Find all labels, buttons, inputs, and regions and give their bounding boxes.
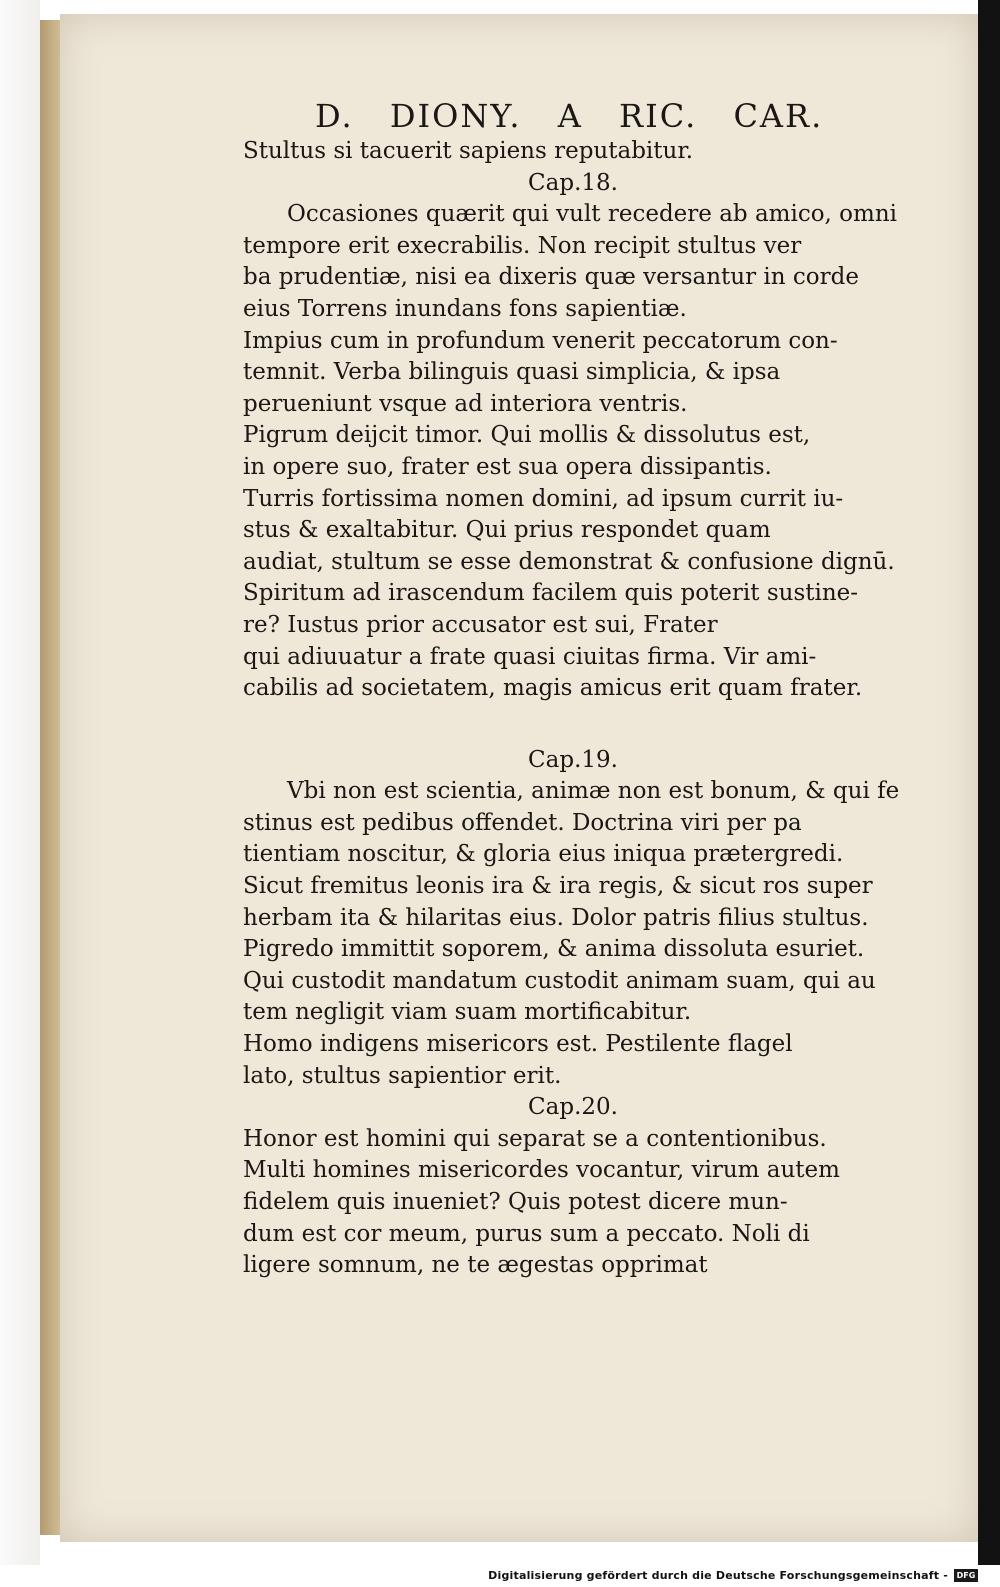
text-line: Turris fortissima nomen domini, ad ipsum currit iu- — [243, 485, 844, 512]
text-line: Multi homines misericordes vocantur, virum autem — [243, 1157, 840, 1184]
chapter-heading: Cap.19. — [528, 746, 618, 773]
text-line: cabilis ad societatem, magis amicus erit quam frater. — [243, 675, 863, 702]
text-line: stus & exaltabitur. Qui prius respondet quam — [243, 517, 771, 544]
text-line: Honor est homini qui separat se a contentionibus. — [243, 1125, 827, 1152]
text-line: herbam ita & hilaritas eius. Dolor patris filius stultus. — [243, 904, 869, 931]
text-line: stinus est pedibus offendet. Doctrina viri per pa — [243, 809, 802, 836]
chapter-heading: Cap.20. — [528, 1094, 618, 1121]
text-line: in opere suo, frater est sua opera dissipantis. — [243, 453, 772, 480]
digitization-footer — [0, 1565, 1000, 1587]
text-line: temnit. Verba bilinguis quasi simplicia, & ipsa — [243, 359, 781, 386]
text-line: eius Torrens inundans fons sapientiæ. — [243, 295, 687, 322]
text-line: Sicut fremitus leonis ira & ira regis, & sicut ros super — [243, 873, 873, 900]
text-body — [243, 136, 943, 1282]
text-line: Pigrum deijcit timor. Qui mollis & dissolutus est, — [243, 422, 811, 449]
footer-credit: Digitalisierung gefördert durch die Deutsche Forschungsgemeinschaft - — [488, 1569, 948, 1582]
running-head: D. DIONY. A RIC. CAR. — [315, 97, 824, 135]
text-line: audiat, stultum se esse demonstrat & confusione dignū. — [243, 548, 895, 575]
page-text — [243, 96, 943, 1282]
text-line: perueniunt vsque ad interiora ventris. — [243, 390, 688, 417]
text-line: Pigredo immittit soporem, & anima dissoluta esuriet. — [243, 936, 865, 963]
text-line: Occasiones quærit qui vult recedere ab amico, omni — [287, 201, 898, 228]
scan-margin-right — [978, 0, 1000, 1587]
text-line: Stultus si tacuerit sapiens reputabitur. — [243, 138, 694, 164]
chapter-heading: Cap.18. — [528, 169, 618, 196]
text-line: fidelem quis inueniet? Quis potest dicere mun- — [243, 1189, 788, 1215]
text-line: dum est cor meum, purus sum a peccato. Noli di — [243, 1220, 810, 1247]
text-line: Spiritum ad irascendum facilem quis poterit sustine- — [243, 580, 859, 607]
text-line: re? Iustus prior accusator est sui, Frater — [243, 611, 718, 638]
text-line: Impius cum in profundum venerit peccatorum con- — [243, 327, 838, 354]
text-line: ligere somnum, ne te ægestas opprimat — [243, 1252, 708, 1279]
text-line: Homo indigens misericors est. Pestilente flagel — [243, 1031, 793, 1058]
text-line: tientiam noscitur, & gloria eius iniqua prætergredi. — [243, 841, 844, 868]
text-line: lato, stultus sapientior erit. — [243, 1062, 562, 1089]
text-line: qui adiuuatur a frate quasi ciuitas firma. Vir ami- — [243, 643, 817, 670]
dfg-logo: DFG — [954, 1569, 978, 1582]
text-line: Vbi non est scientia, animæ non est bonum, & qui fe — [287, 778, 900, 805]
text-line: tempore erit execrabilis. Non recipit stultus ver — [243, 232, 802, 259]
text-line: Qui custodit mandatum custodit animam suam, qui au — [243, 967, 876, 994]
text-line: tem negligit viam suam mortificabitur. — [243, 999, 692, 1026]
text-line: ba prudentiæ, nisi ea dixeris quæ versantur in corde — [243, 264, 859, 291]
scan-margin-left — [0, 0, 40, 1587]
